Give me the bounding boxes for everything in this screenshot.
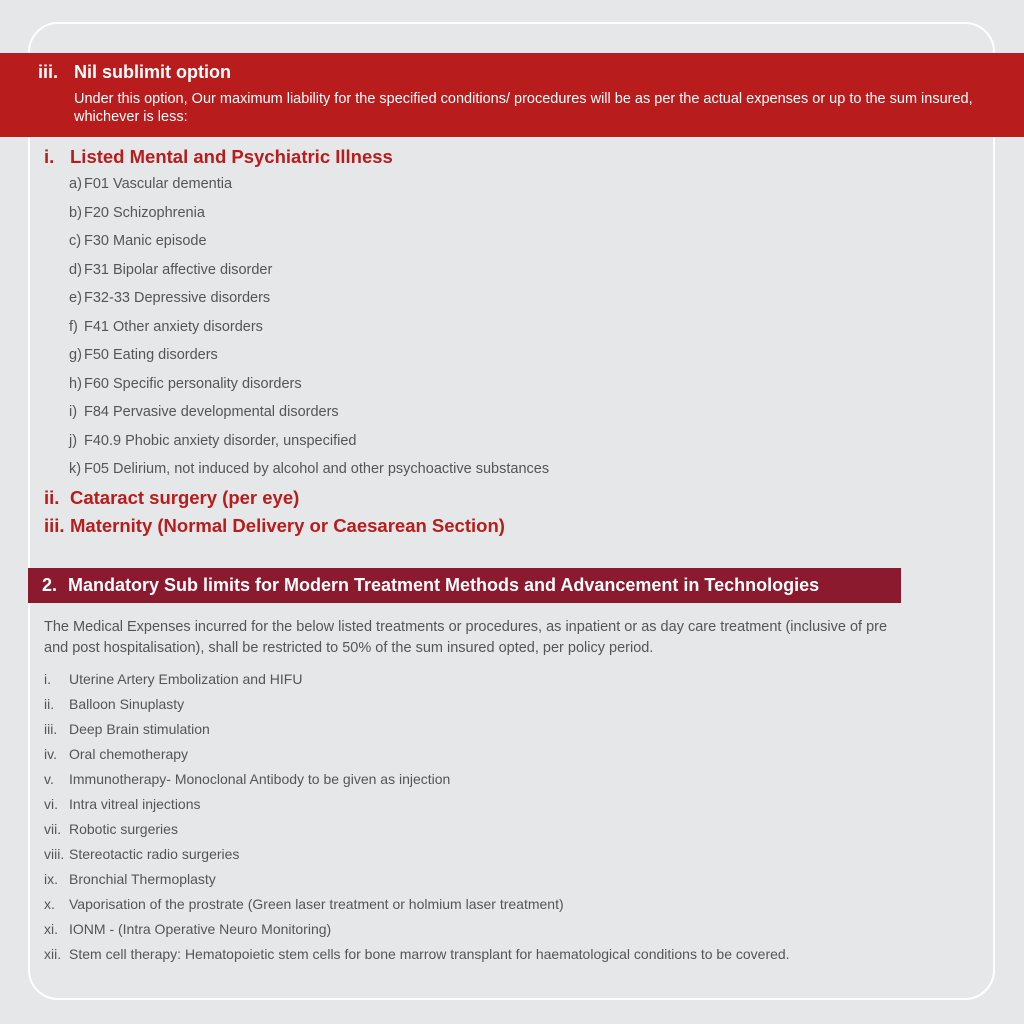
list-text: F32-33 Depressive disorders bbox=[84, 290, 271, 306]
list-text: Oral chemotherapy bbox=[69, 746, 189, 762]
list-marker: xi. bbox=[44, 921, 58, 937]
list-text: F05 Delirium, not induced by alcohol and other psychoactive substances bbox=[84, 461, 550, 477]
list-marker: k) bbox=[69, 461, 82, 477]
banner-text: Under this option, Our maximum liability for the specified conditions/ procedures will be as per the actual expenses or up to the sum insured, whichever is less: bbox=[74, 91, 973, 125]
list-marker: c) bbox=[69, 233, 82, 249]
list-text: F50 Eating disorders bbox=[84, 347, 218, 363]
list-marker: vii. bbox=[44, 821, 62, 837]
list-text: F31 Bipolar affective disorder bbox=[84, 261, 273, 278]
list-text: Balloon Sinuplasty bbox=[69, 696, 185, 712]
list-text: Stem cell therapy: Hematopoietic stem cells for bone marrow transplant for haematological conditions to be covered. bbox=[69, 946, 790, 962]
heading-number: i. bbox=[44, 146, 55, 167]
list-text: F40.9 Phobic anxiety disorder, unspecified bbox=[84, 432, 357, 449]
list-marker: a) bbox=[69, 176, 82, 192]
list-text: F01 Vascular dementia bbox=[84, 176, 233, 192]
list-marker: viii. bbox=[44, 846, 65, 862]
list-marker: j) bbox=[69, 432, 78, 449]
nil-sublimit-banner bbox=[0, 53, 1024, 137]
list-marker: x. bbox=[44, 896, 55, 912]
heading-number: iii. bbox=[44, 515, 65, 536]
heading-title: Cataract surgery (per eye) bbox=[70, 487, 300, 508]
list-marker: d) bbox=[69, 261, 82, 278]
list-text: Immunotherapy- Monoclonal Antibody to be given as injection bbox=[69, 771, 451, 787]
list-text: Intra vitreal injections bbox=[69, 796, 201, 812]
list-text: Uterine Artery Embolization and HIFU bbox=[69, 671, 303, 687]
list-text: F41 Other anxiety disorders bbox=[84, 318, 263, 335]
list-marker: e) bbox=[69, 290, 82, 306]
list-marker: ii. bbox=[44, 696, 55, 712]
list-marker: iii. bbox=[44, 721, 58, 737]
list-marker: iv. bbox=[44, 746, 57, 762]
list-marker: b) bbox=[69, 204, 82, 221]
heading-title: Maternity (Normal Delivery or Caesarean Section) bbox=[70, 515, 505, 536]
list-text: Stereotactic radio surgeries bbox=[69, 846, 240, 862]
section-2-header bbox=[28, 568, 901, 603]
list-marker: f) bbox=[69, 318, 78, 335]
list-marker: g) bbox=[69, 347, 82, 363]
list-text: Robotic surgeries bbox=[69, 821, 178, 837]
section-number: 2. bbox=[42, 575, 58, 595]
list-marker: ix. bbox=[44, 871, 58, 887]
list-text: F20 Schizophrenia bbox=[84, 204, 205, 221]
heading-number: ii. bbox=[44, 487, 60, 508]
list-text: IONM - (Intra Operative Neuro Monitoring) bbox=[69, 921, 332, 937]
list-text: F84 Pervasive developmental disorders bbox=[84, 404, 339, 420]
list-marker: i. bbox=[44, 671, 51, 687]
list-marker: i) bbox=[69, 404, 78, 420]
list-text: Bronchial Thermoplasty bbox=[69, 871, 216, 887]
section-2-paragraph: The Medical Expenses incurred for the below listed treatments or procedures, as inpatient or as day care treatment (inclusive of pre and post hospitalisation), shall be restricted to 50% of the sum insured opted, per policy period. bbox=[44, 619, 888, 656]
list-marker: xii. bbox=[44, 946, 62, 962]
list-marker: vi. bbox=[44, 796, 58, 812]
list-text: F60 Specific personality disorders bbox=[84, 375, 302, 392]
heading-title: Listed Mental and Psychiatric Illness bbox=[70, 146, 393, 167]
list-text: Vaporisation of the prostrate (Green laser treatment or holmium laser treatment) bbox=[69, 896, 564, 912]
banner-number: iii. bbox=[38, 62, 59, 82]
section-title: Mandatory Sub limits for Modern Treatment Methods and Advancement in Technologies bbox=[68, 575, 820, 595]
banner-title: Nil sublimit option bbox=[74, 62, 231, 82]
list-marker: v. bbox=[44, 771, 54, 787]
list-text: Deep Brain stimulation bbox=[69, 721, 210, 737]
list-text: F30 Manic episode bbox=[84, 233, 207, 249]
list-marker: h) bbox=[69, 375, 82, 392]
